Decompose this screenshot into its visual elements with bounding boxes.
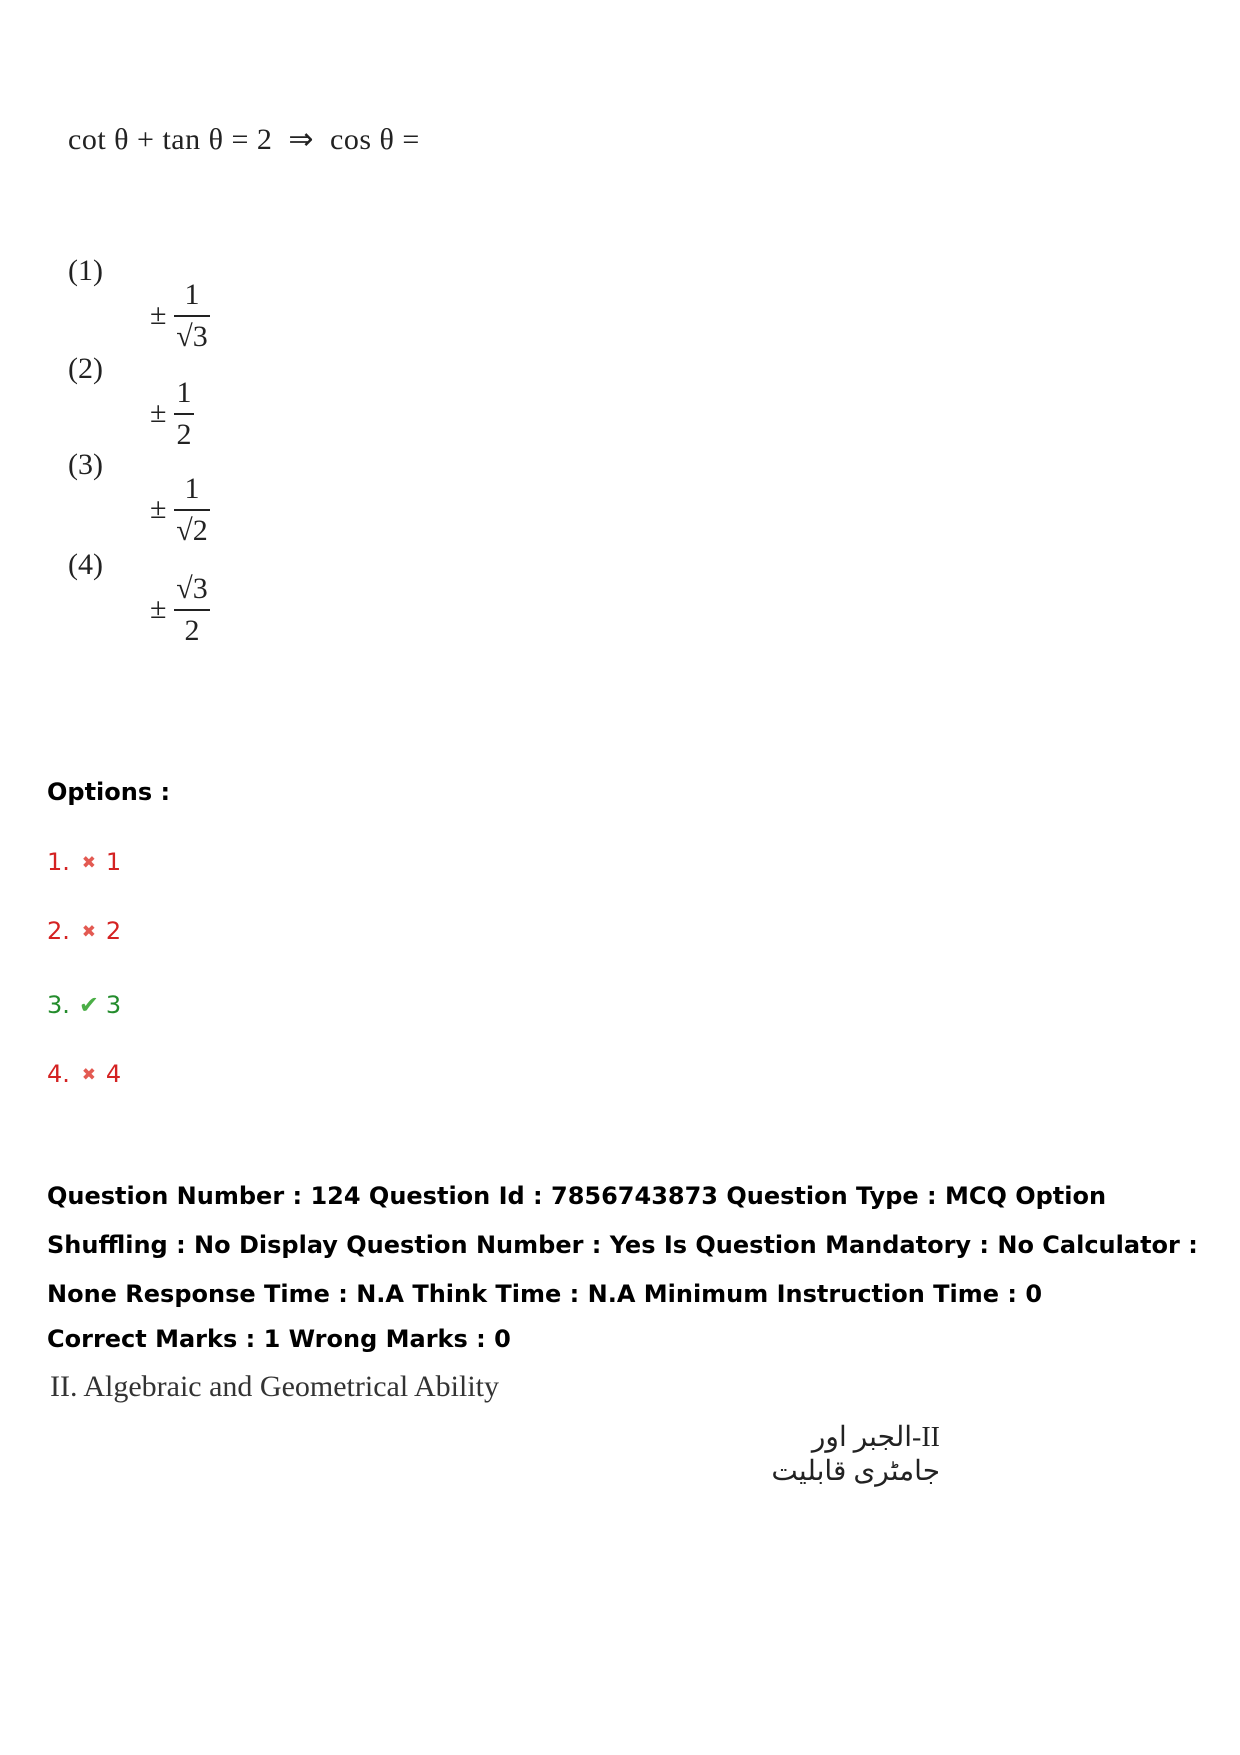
choice-label: (3) bbox=[68, 448, 103, 481]
option-index: 3. bbox=[47, 991, 70, 1019]
fraction-denominator: √3 bbox=[176, 320, 208, 353]
answer-choice-2 bbox=[68, 348, 368, 451]
plus-minus-sign: ± bbox=[150, 396, 167, 429]
cross-icon: ✖ bbox=[81, 853, 97, 873]
fraction-bar bbox=[174, 413, 194, 415]
option-value: 3 bbox=[105, 991, 122, 1019]
marks-info: Correct Marks : 1 Wrong Marks : 0 bbox=[47, 1325, 511, 1353]
option-value: 4 bbox=[105, 1060, 122, 1088]
fraction bbox=[174, 376, 194, 452]
fraction-bar bbox=[174, 609, 210, 611]
answer-choice-1 bbox=[68, 250, 368, 353]
plus-minus-sign: ± bbox=[150, 298, 167, 331]
fraction-numerator: √3 bbox=[176, 572, 208, 605]
question-metadata: Question Number : 124 Question Id : 7856743873 Question Type : MCQ Option Shuffling : No Display Question Number : Yes Is Question Mandatory : No Calculator : None Response Time : N.A Think Time : N.A Minimum Instruction Time : 0 bbox=[47, 1182, 1198, 1308]
cross-icon: ✖ bbox=[81, 1065, 97, 1085]
option-value: 2 bbox=[105, 917, 122, 945]
answer-choice-4 bbox=[68, 544, 368, 647]
choice-label: (2) bbox=[68, 352, 103, 385]
answer-choice-3 bbox=[68, 444, 368, 547]
plus-minus-sign: ± bbox=[150, 592, 167, 625]
equation-lhs: cot θ + tan θ = 2 bbox=[68, 123, 273, 156]
option-value: 1 bbox=[105, 848, 122, 876]
fraction-bar bbox=[174, 315, 210, 317]
fraction-bar bbox=[174, 509, 210, 511]
fraction bbox=[174, 572, 210, 648]
section-title-urdu: II-الجبر اور جامٹری قابلیت bbox=[771, 1422, 940, 1487]
section-title-english: II. Algebraic and Geometrical Ability bbox=[50, 1370, 500, 1403]
fraction-numerator: 1 bbox=[184, 472, 200, 505]
options-title: Options : bbox=[47, 778, 171, 806]
fraction-denominator: √2 bbox=[176, 514, 208, 547]
option-index: 1. bbox=[47, 848, 70, 876]
option-4 bbox=[47, 1060, 121, 1088]
cross-icon: ✖ bbox=[81, 922, 97, 942]
option-index: 4. bbox=[47, 1060, 70, 1088]
equation-rhs: cos θ = bbox=[330, 123, 420, 156]
fraction-denominator: 2 bbox=[184, 614, 200, 647]
check-icon: ✔ bbox=[78, 991, 99, 1019]
fraction bbox=[174, 472, 210, 548]
choice-label: (4) bbox=[68, 548, 103, 581]
option-3 bbox=[47, 991, 121, 1019]
option-1 bbox=[47, 848, 121, 876]
option-index: 2. bbox=[47, 917, 70, 945]
option-2 bbox=[47, 917, 121, 945]
question-equation bbox=[68, 122, 420, 157]
fraction-numerator: 1 bbox=[184, 278, 200, 311]
implies-arrow: ⇒ bbox=[288, 123, 315, 156]
fraction-denominator: 2 bbox=[176, 418, 192, 451]
plus-minus-sign: ± bbox=[150, 492, 167, 525]
fraction-numerator: 1 bbox=[176, 376, 192, 409]
choice-label: (1) bbox=[68, 254, 103, 287]
fraction bbox=[174, 278, 210, 354]
